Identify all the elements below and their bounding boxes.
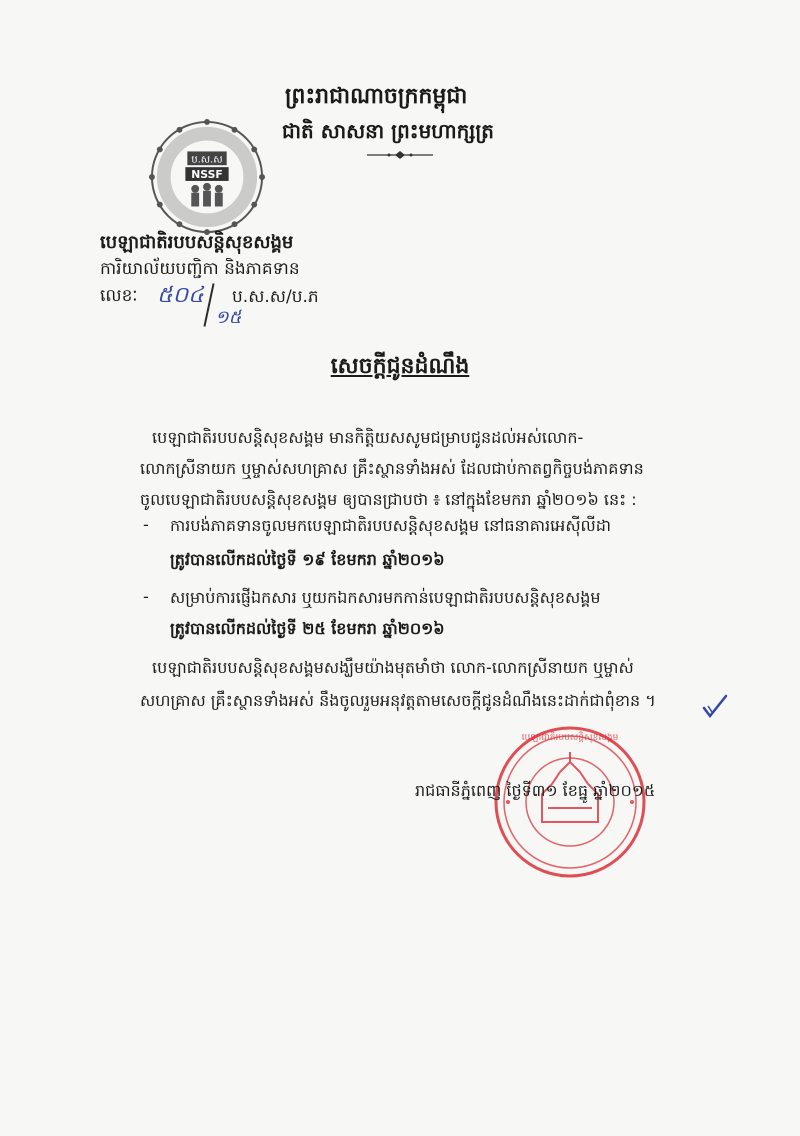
notice-title: សេចក្តីជូនដំណឹង [330,354,470,379]
date-line: រាជធានីភ្នំពេញ ថ្ងៃទី៣១ ខែធ្នូ ឆ្នាំ២០១៥ [415,781,656,800]
national-motto: ជាតិ សាសនា ព្រះមហាក្សត្រ [282,119,494,143]
logo-abbr: ប.ស.ស [191,154,223,166]
reference-number-handwritten: ៥០៤ [157,283,204,308]
seal-ring-text: បេឡាជាតិរបបសន្តិសុខសង្គម [521,733,619,743]
paragraph-2-line-2: សហគ្រាស គ្រឹះស្ថានទាំងអស់ នឹងចូលរួមអនុវត្តតាមសេចក្តីជូនដំណឹងនេះដាក់ជាពុំខាន ។ [140,691,656,710]
paragraph-1-line-1: បេឡាជាតិរបបសន្តិសុខសង្គម មានកិត្តិយសសូមជម្រាបជូនដល់អស់លោក- [152,428,584,447]
paragraph-2-line-1: បេឡាជាតិរបបសន្តិសុខសង្គមសង្ឃឹមយ៉ាងមុតមាំថា លោក-លោកស្រីនាយក ឬម្ចាស់ [152,658,634,677]
handwritten-check-icon [700,692,730,720]
organization-name: បេឡាជាតិរបបសន្តិសុខសង្គម [100,232,294,253]
paragraph-1-line-3: ចូលបេឡាជាតិរបបសន្តិសុខសង្គម ឲ្យបានជ្រាបថា ៖ នៅក្នុងខែមករា ឆ្នាំ២០១៦ នេះ : [140,490,637,509]
office-name: ការិយាល័យបញ្ជិកា និងភាគទាន [100,259,300,279]
bullet-marker: - [143,587,149,606]
bullet-2-line-1: សម្រាប់ការផ្ញើឯកសារ ឬយកឯកសារមកកាន់បេឡាជាតិរបបសន្តិសុខសង្គម [170,588,601,607]
logo-code: NSSF [191,167,223,181]
ornament-divider [365,148,435,162]
nssf-logo [148,118,266,236]
reference-slash [203,283,214,326]
reference-label: លេខៈ [100,286,138,306]
reference-suffix: ប.ស.ស/ប.ភ [232,287,319,307]
bullet-2-line-2: ត្រូវបានលើកដល់ថ្ងៃទី ២៥ ខែមករា ឆ្នាំ២០១៦ [170,619,445,638]
bullet-1-line-1: ការបង់ភាគទានចូលមកបេឡាជាតិរបបសន្តិសុខសង្គម នៅធនាគារអេស៊ីលីដា [170,516,612,535]
reference-year-handwritten: ១៥ [215,307,242,328]
bullet-marker: - [143,515,149,534]
kingdom-title: ព្រះរាជាណាចក្រកម្ពុជា [285,84,468,109]
paragraph-1-line-2: លោកស្រីនាយក ឬម្ចាស់សហគ្រាស គ្រឹះស្ថានទាំងអស់ ដែលជាប់កាតព្វកិច្ចបង់ភាគទាន [140,459,644,478]
bullet-1-line-2: ត្រូវបានលើកដល់ថ្ងៃទី ១៩ ខែមករា ឆ្នាំ២០១៦ [170,550,445,569]
